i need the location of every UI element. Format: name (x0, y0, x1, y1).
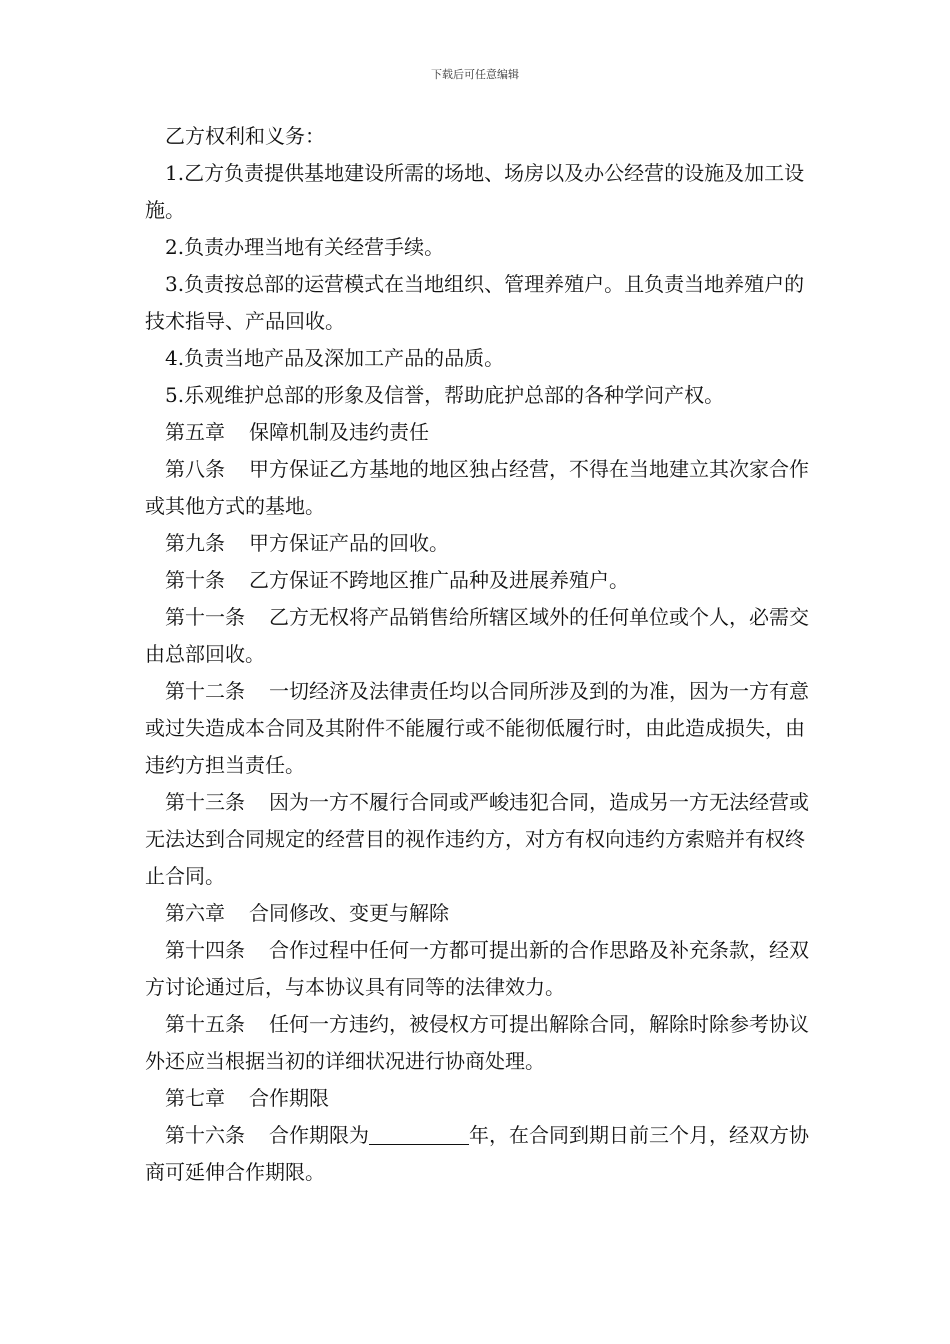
paragraph-text: 2.负责办理当地有关经营手续。 (165, 235, 445, 259)
chapter-heading (145, 414, 820, 451)
article (145, 1117, 820, 1191)
paragraph (145, 118, 820, 155)
paragraph-text: 乙方权利和义务： (165, 124, 325, 148)
fill-in-blank[interactable] (369, 1122, 469, 1145)
article (145, 932, 820, 1006)
article-label: 第十二条 (165, 679, 245, 703)
article (145, 599, 820, 673)
article-label: 第十五条 (165, 1012, 245, 1036)
page-header: 下载后可任意编辑 (431, 68, 519, 81)
article-text: 甲方保证乙方基地的地区独占经营，不得在当地建立其次家合作或其他方式的基地。 (145, 457, 809, 518)
article-label: 第十四条 (165, 938, 245, 962)
paragraph-text: 3.负责按总部的运营模式在当地组织、管理养殖户。且负责当地养殖户的技术指导、产品回收。 (145, 272, 805, 333)
article-text: 任何一方违约，被侵权方可提出解除合同，解除时除参考协议外还应当根据当初的详细状况进行协商处理。 (145, 1012, 809, 1073)
article (145, 1006, 820, 1080)
chapter-label: 第七章 (165, 1086, 225, 1110)
article-label: 第九条 (165, 531, 225, 555)
article-text-after: 年，在合同到期日前三个月，经双方协商可延伸合作期限。 (145, 1123, 809, 1184)
chapter-label: 第六章 (165, 901, 225, 925)
article-label: 第八条 (165, 457, 225, 481)
article-label: 第十三条 (165, 790, 245, 814)
article-label: 第十条 (165, 568, 225, 592)
article-text: 合作过程中任何一方都可提出新的合作思路及补充条款，经双方讨论通过后，与本协议具有同等的法律效力。 (145, 938, 809, 999)
paragraph (145, 155, 820, 229)
paragraph (145, 229, 820, 266)
paragraph (145, 377, 820, 414)
article-text: 乙方无权将产品销售给所辖区域外的任何单位或个人，必需交由总部回收。 (145, 605, 809, 666)
paragraph-text: 4.负责当地产品及深加工产品的品质。 (165, 346, 505, 370)
article (145, 525, 820, 562)
document-body (145, 118, 820, 1191)
article (145, 673, 820, 784)
chapter-title: 保障机制及违约责任 (249, 420, 429, 444)
article (145, 784, 820, 895)
article-text-before: 合作期限为 (269, 1123, 369, 1147)
article-text: 乙方保证不跨地区推广品种及进展养殖户。 (249, 568, 629, 592)
paragraph-text: 1.乙方负责提供基地建设所需的场地、场房以及办公经营的设施及加工设施。 (145, 161, 805, 222)
article-label: 第十六条 (165, 1123, 245, 1147)
paragraph-text: 5.乐观维护总部的形象及信誉，帮助庇护总部的各种学问产权。 (165, 383, 725, 407)
chapter-title: 合作期限 (249, 1086, 329, 1110)
article-text: 因为一方不履行合同或严峻违犯合同，造成另一方无法经营或无法达到合同规定的经营目的视作违约方，对方有权向违约方索赔并有权终止合同。 (145, 790, 809, 888)
article-text: 甲方保证产品的回收。 (249, 531, 449, 555)
chapter-heading (145, 1080, 820, 1117)
chapter-heading (145, 895, 820, 932)
paragraph (145, 266, 820, 340)
chapter-title: 合同修改、变更与解除 (249, 901, 449, 925)
article-label: 第十一条 (165, 605, 245, 629)
article (145, 562, 820, 599)
article-text: 一切经济及法律责任均以合同所涉及到的为准，因为一方有意或过失造成本合同及其附件不能履行或不能彻低履行时，由此造成损失，由违约方担当责任。 (145, 679, 809, 777)
paragraph (145, 340, 820, 377)
chapter-label: 第五章 (165, 420, 225, 444)
article (145, 451, 820, 525)
